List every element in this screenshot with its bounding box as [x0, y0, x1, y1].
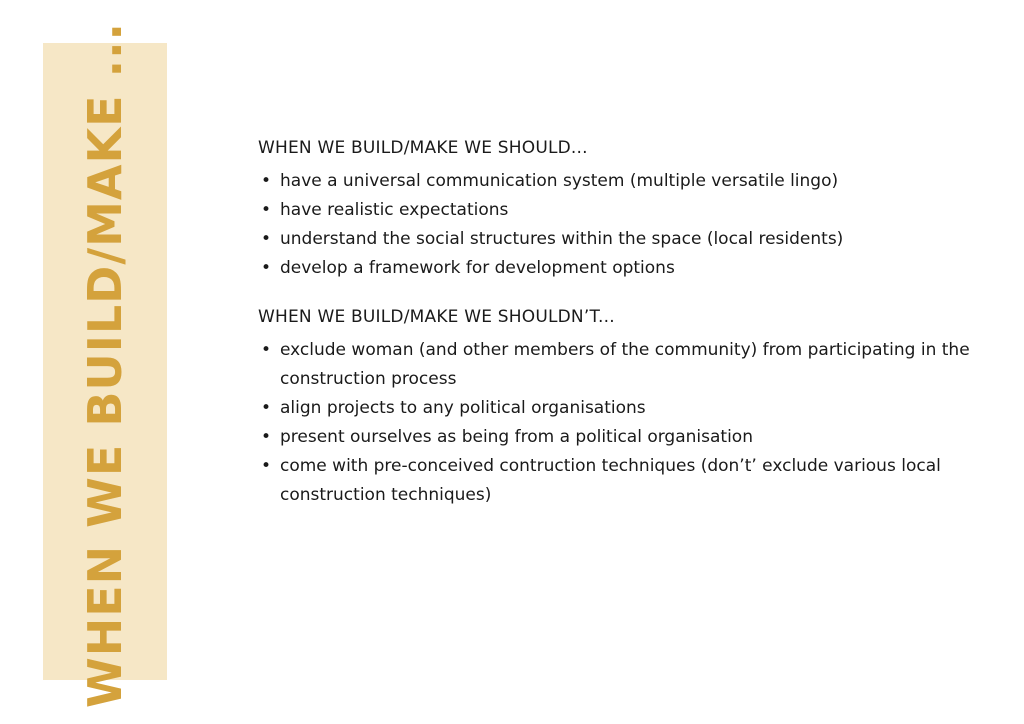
list-item: • have a universal communication system (multiple versatile lingo): [258, 167, 978, 196]
shouldnt-list: [258, 336, 978, 510]
list-item: • present ourselves as being from a political organisation: [258, 423, 978, 452]
list-item: • exclude woman (and other members of the community) from participating in the construction process: [258, 336, 978, 394]
side-title: WHEN WE BUILD/MAKE ...: [78, 21, 132, 709]
list-item: • align projects to any political organisations: [258, 394, 978, 423]
should-section: [258, 136, 978, 283]
shouldnt-heading: WHEN WE BUILD/MAKE WE SHOULDN’T...: [258, 307, 615, 327]
list-item: • develop a framework for development options: [258, 254, 978, 283]
list-item: • have realistic expectations: [258, 196, 978, 225]
shouldnt-section: [258, 305, 978, 510]
list-item: • understand the social structures within the space (local residents): [258, 225, 978, 254]
content-area: [258, 136, 978, 510]
should-heading: WHEN WE BUILD/MAKE WE SHOULD...: [258, 138, 588, 158]
list-item: • come with pre-conceived contruction techniques (don’t’ exclude various local construction techniques): [258, 452, 978, 510]
should-list: [258, 167, 978, 283]
